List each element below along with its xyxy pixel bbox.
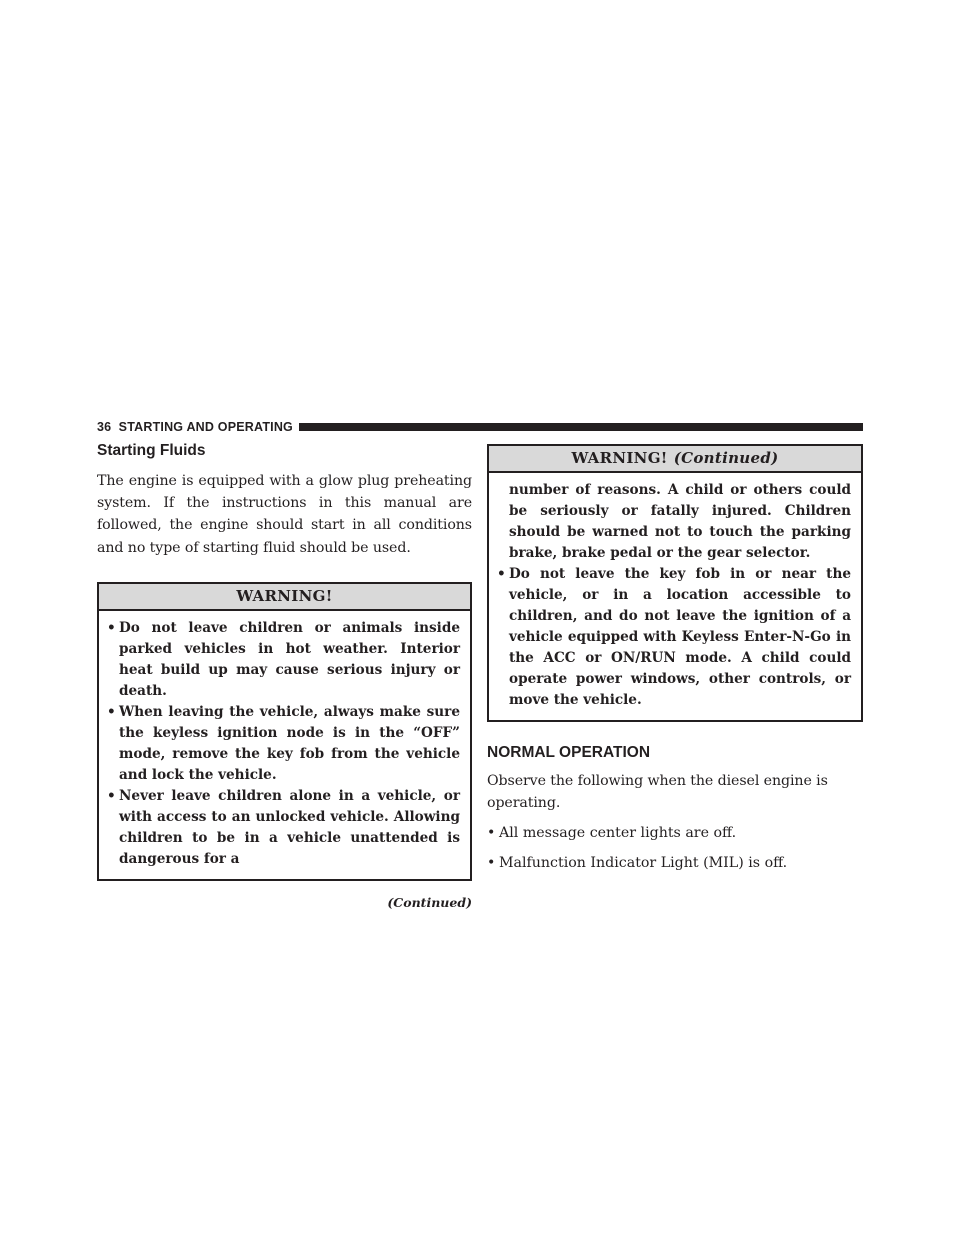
starting-fluids-paragraph: The engine is equipped with a glow plug preheating system. If the instructions in this manual are followed, the engine should start in all conditions and no type of starting fluid should be used. — [97, 473, 472, 556]
page-number: 36 — [97, 420, 112, 434]
warning-item — [107, 618, 460, 702]
warning-title-suffix: (Continued) — [673, 449, 779, 467]
warning-box-continued — [487, 444, 863, 722]
bullet-icon: • — [487, 825, 496, 842]
warning-item — [107, 786, 460, 870]
right-column — [487, 444, 863, 882]
list-item-text: All message center lights are off. — [499, 825, 737, 842]
bullet-icon: • — [487, 855, 496, 872]
warning-header — [99, 584, 470, 611]
header-rule — [299, 423, 863, 431]
starting-fluids-title: Starting Fluids — [97, 442, 206, 459]
bullet-icon: • — [497, 566, 506, 582]
warning-continuation-text: number of reasons. A child or others could be seriously or fatally injured. Children should be warned not to touch the parking brake, brake pedal or the gear selector. — [509, 482, 851, 561]
warning-item — [497, 564, 851, 711]
page-number-and-section — [97, 420, 293, 434]
warning-item-text: Do not leave children or animals inside parked vehicles in hot weather. Interior heat build up may cause serious injury or death. — [119, 619, 460, 699]
warning-item-text: Never leave children alone in a vehicle, or with access to an unlocked vehicle. Allowing children to be in a vehicle unattended is dangerous for a — [119, 787, 460, 867]
warning-title: WARNING! — [236, 586, 333, 605]
page-header — [97, 418, 863, 436]
section-name: STARTING AND OPERATING — [118, 420, 293, 434]
bullet-icon: • — [107, 703, 116, 720]
normal-operation-list — [487, 822, 863, 874]
normal-operation-intro: Observe the following when the diesel engine is operating. — [487, 773, 828, 812]
warning-box — [97, 582, 472, 881]
list-item — [487, 852, 863, 874]
warning-header-continued — [489, 446, 861, 473]
warning-list-continued — [489, 473, 861, 720]
warning-list — [99, 611, 470, 879]
warning-item-text: When leaving the vehicle, always make sure the keyless ignition node is in the “OFF” mode, remove the key fob from the vehicle and lock the vehicle. — [119, 703, 460, 783]
bullet-icon: • — [107, 787, 116, 804]
warning-title: WARNING! — [571, 449, 668, 467]
left-column — [97, 440, 472, 910]
warning-item-text: Do not leave the key fob in or near the vehicle, or in a location accessible to children, and do not leave the ignition of a vehicle equipped with Keyless Enter-N-Go in the ACC or ON/RUN mode. A child could operate power windows, other controls, or move the vehicle. — [509, 566, 851, 708]
warning-item — [107, 702, 460, 786]
list-item — [487, 822, 863, 844]
normal-operation-title: NORMAL OPERATION — [487, 744, 651, 761]
bullet-icon: • — [107, 619, 116, 636]
list-item-text: Malfunction Indicator Light (MIL) is off. — [499, 855, 788, 872]
continued-label: (Continued) — [387, 894, 472, 910]
